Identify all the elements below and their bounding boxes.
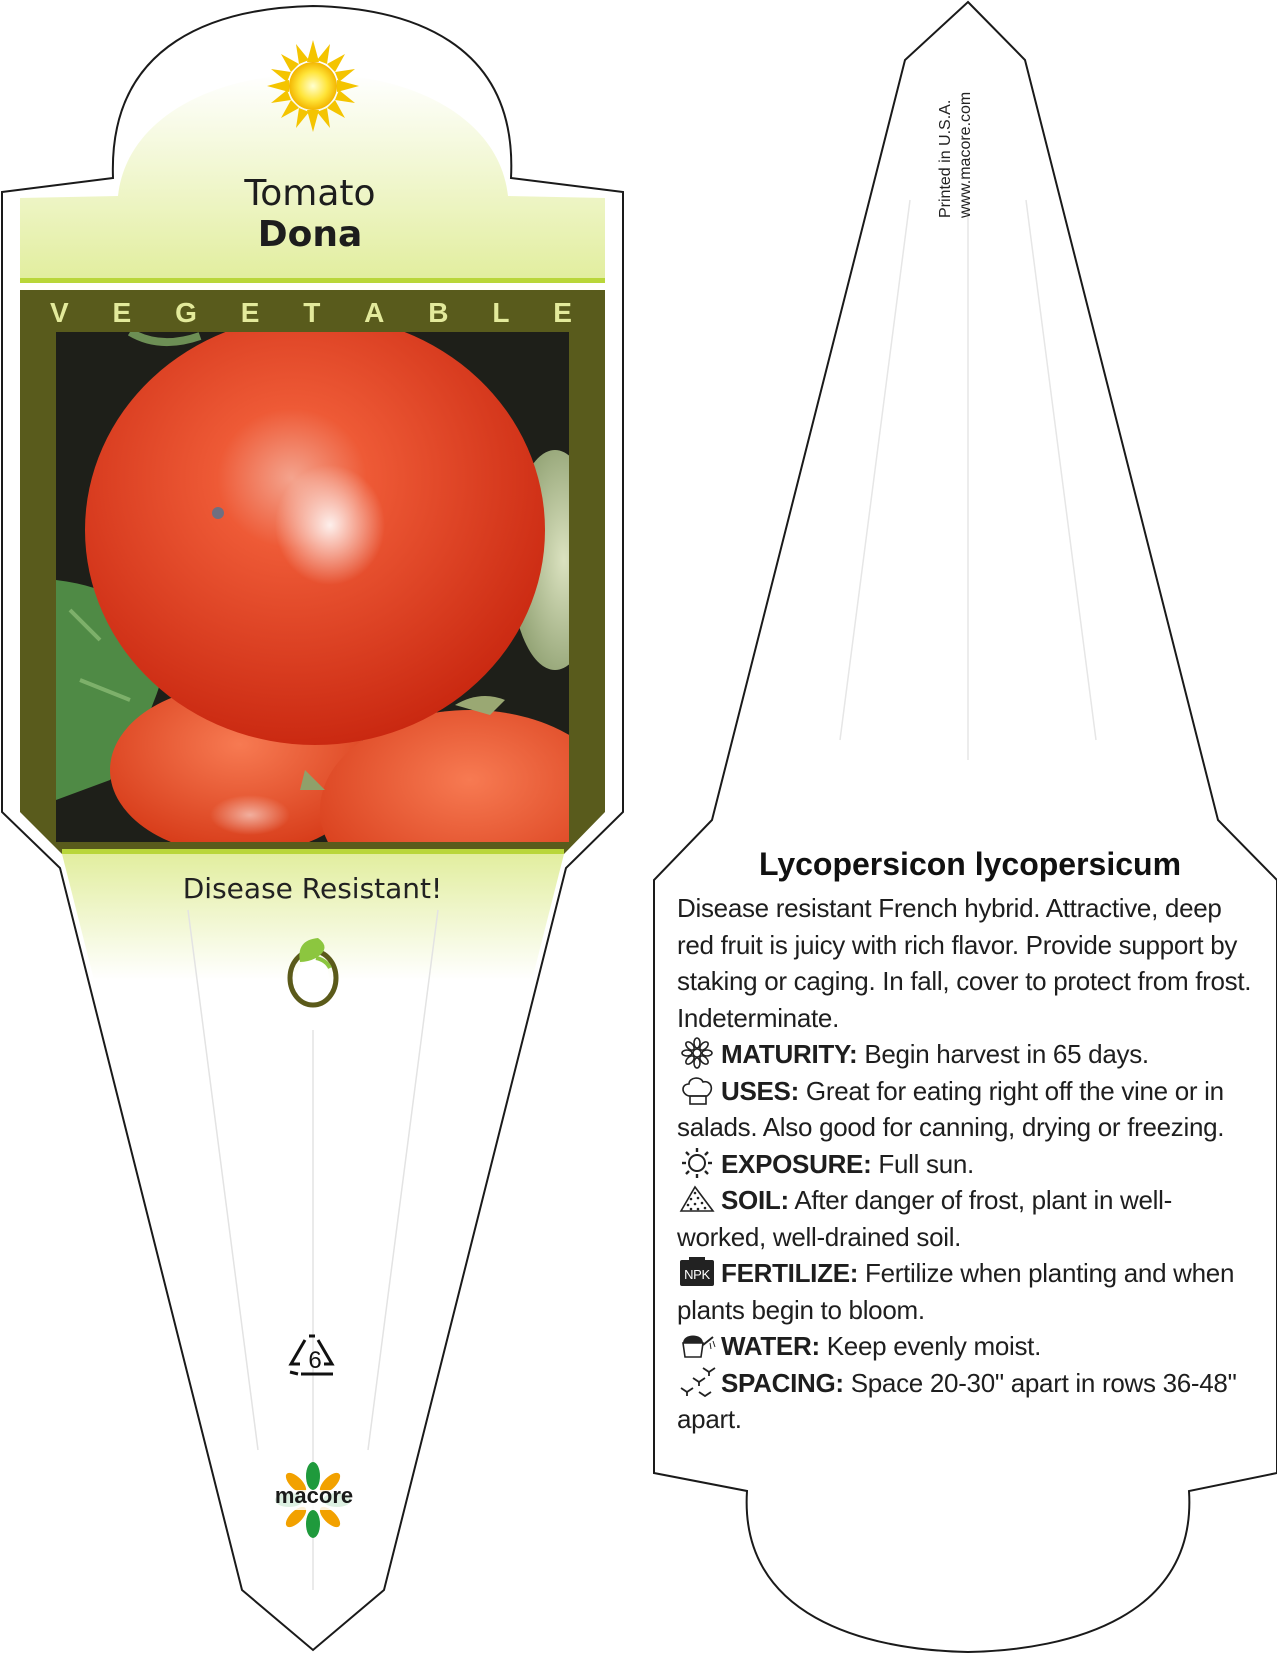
- variety-name: Dona: [257, 214, 363, 255]
- category-letter: A: [364, 297, 385, 328]
- npk-icon: [677, 1256, 717, 1288]
- category-letter: G: [175, 297, 197, 328]
- care-item-fertilize: [677, 1255, 1252, 1328]
- category-letter: E: [553, 297, 572, 328]
- watering-can-icon: [677, 1329, 717, 1361]
- recycle-number: 6: [308, 1347, 322, 1374]
- website: www.macore.com: [957, 91, 974, 218]
- care-item-maturity: [677, 1036, 1252, 1073]
- flower-icon: [677, 1037, 717, 1069]
- tomato-photo: [56, 315, 620, 910]
- chef-hat-icon: [677, 1074, 717, 1106]
- care-label: SPACING:: [721, 1367, 844, 1398]
- care-label: MATURITY:: [721, 1039, 858, 1069]
- category-letter: E: [240, 297, 260, 328]
- category-letter: B: [428, 297, 449, 328]
- care-text: Full sun.: [878, 1148, 974, 1179]
- sun-outline-icon: [677, 1147, 717, 1179]
- care-text: Great for eating right off the vine or in salads. Also good for canning, drying or freezing.: [677, 1075, 1225, 1142]
- care-label: EXPOSURE:: [721, 1148, 872, 1179]
- care-item-exposure: [677, 1146, 1252, 1183]
- care-item-water: [677, 1328, 1252, 1365]
- care-label: SOIL:: [721, 1185, 789, 1215]
- care-label: WATER:: [721, 1331, 820, 1361]
- printed-note: [936, 48, 974, 218]
- printed-in: Printed in U.S.A.: [937, 99, 954, 218]
- brand-name: macore: [274, 1483, 354, 1508]
- care-section: [677, 890, 1252, 1438]
- common-name: Tomato: [244, 173, 376, 214]
- care-text: Fertilize when planting and when plants begin to bloom.: [677, 1258, 1235, 1325]
- category-letter: T: [303, 297, 321, 328]
- care-text: Begin harvest in 65 days.: [864, 1039, 1149, 1069]
- care-item-uses: [677, 1073, 1252, 1146]
- care-text: Keep evenly moist.: [826, 1331, 1042, 1361]
- care-label: USES:: [721, 1075, 799, 1106]
- soil-icon: [677, 1183, 717, 1215]
- category-letter: E: [112, 297, 132, 328]
- category-letter: L: [492, 297, 510, 328]
- category-letter: V: [50, 297, 69, 328]
- care-text: After danger of frost, plant in well-worked, well-drained soil.: [677, 1185, 1172, 1252]
- tagline: Disease Resistant!: [182, 872, 443, 905]
- description: Disease resistant French hybrid. Attractive, deep red fruit is juicy with rich flavor. Provide support by staking or caging. In fall, cover to protect from frost. Indeterminate.: [677, 893, 1252, 1033]
- care-item-spacing: [677, 1365, 1252, 1438]
- care-item-soil: [677, 1182, 1252, 1255]
- seedlings-icon: [677, 1366, 717, 1398]
- care-label: FERTILIZE:: [721, 1258, 859, 1288]
- category-band: [50, 296, 572, 330]
- botanical-name: Lycopersicon lycopersicum: [758, 846, 1182, 882]
- care-text: Space 20-30" apart in rows 36-48" apart.: [677, 1367, 1237, 1434]
- npk-label: NPK: [684, 1267, 710, 1282]
